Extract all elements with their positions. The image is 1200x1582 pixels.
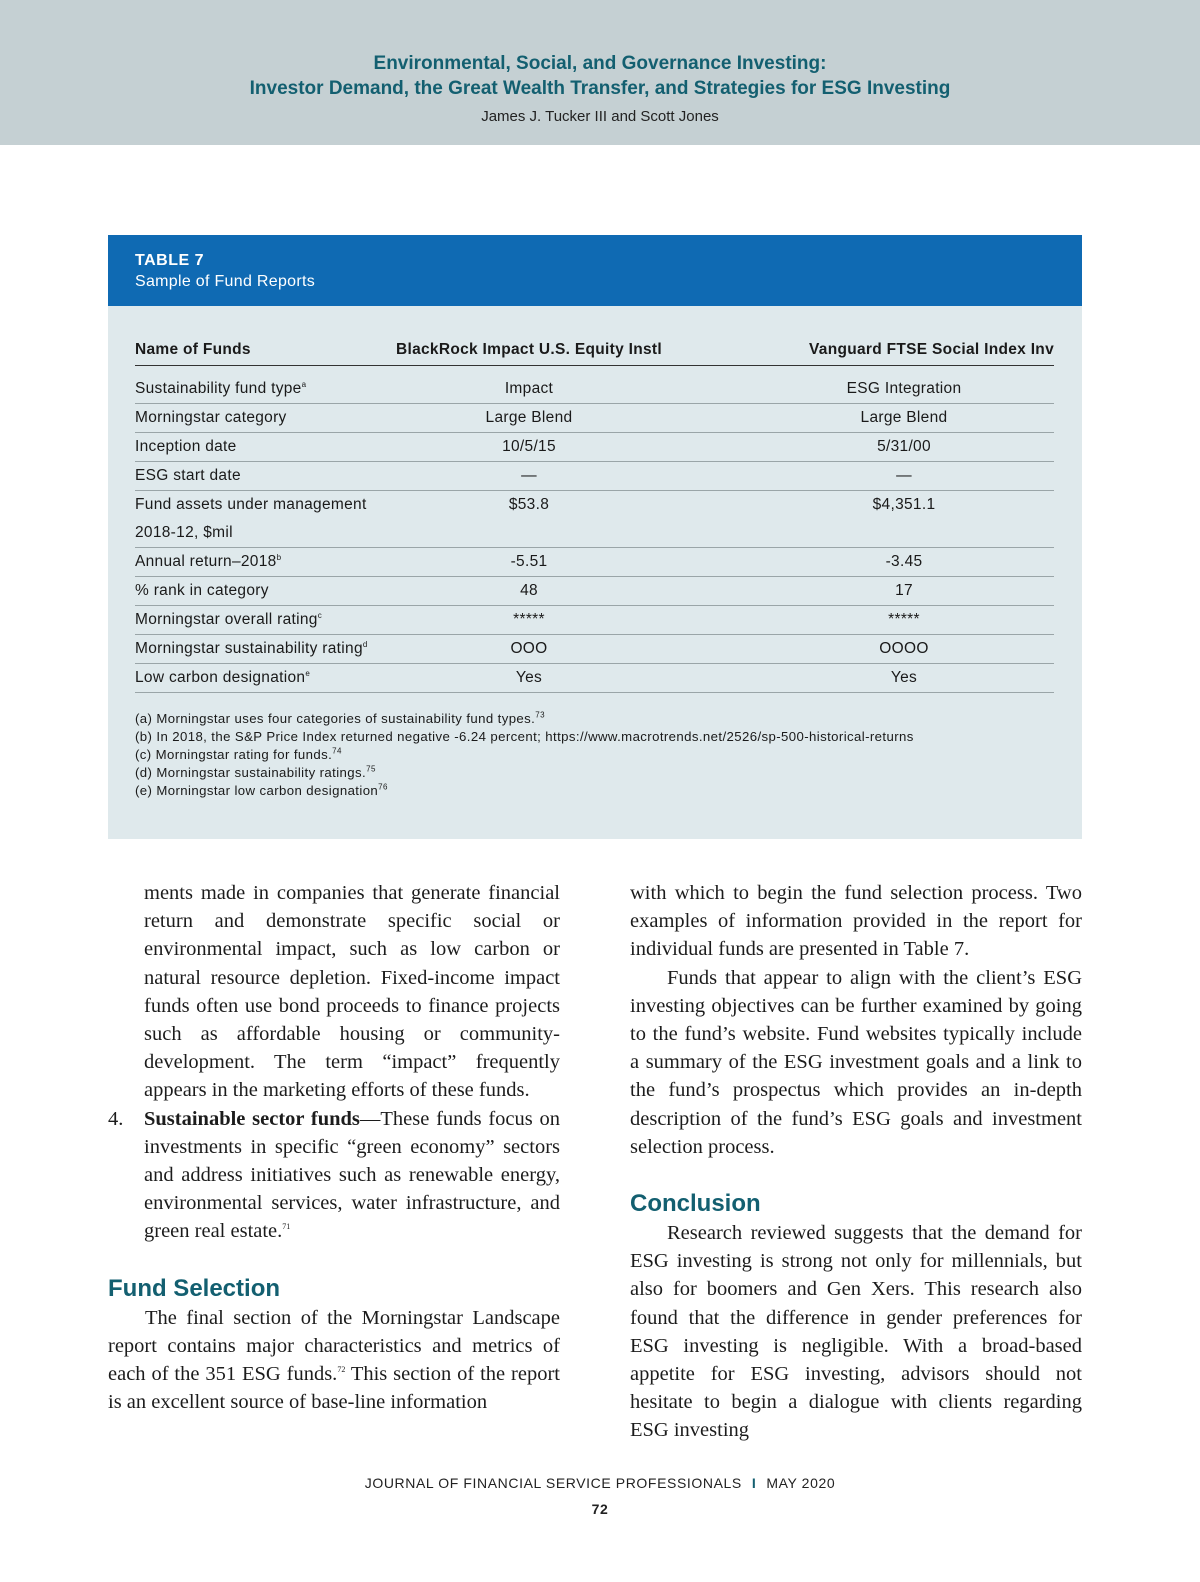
row-label: [135, 375, 384, 404]
row-label: [135, 548, 384, 577]
footnote-ref-72: 72: [337, 1365, 346, 1375]
column-header-name-of-funds: Name of Funds: [135, 335, 384, 366]
footer-separator: I: [751, 1475, 757, 1491]
row-label: [135, 577, 384, 606]
footnote-text: (d) Morningstar sustainability ratings.: [135, 765, 367, 780]
list-item-number: 4.: [108, 1107, 124, 1130]
table-row: [135, 375, 1054, 404]
cell-blackrock: -5.51: [384, 548, 674, 577]
table-row: [135, 635, 1054, 664]
row-label: [135, 491, 384, 520]
cell-vanguard: $4,351.1: [872, 496, 936, 513]
body-right-column: [630, 879, 1082, 1445]
cell-blackrock: 48: [384, 577, 674, 606]
cell-vanguard: [674, 519, 1054, 548]
paragraph-conclusion: Research reviewed suggests that the demand for ESG investing is strong not only for millennials, but also for boomers and Gen Xers. This research also found that the difference in gender preferences for ESG investing is negligible. With a broad-based appetite for ESG investing, advisors should not hesitate to begin a dialogue with clients regarding ESG investing: [630, 1222, 1082, 1442]
footnote-marker: b: [276, 552, 282, 562]
row-label: [135, 462, 384, 491]
table-footnote: [135, 764, 914, 782]
paragraph-fund-selection-continued: with which to begin the fund selection process. Two examples of information provided in the report for individual funds are presented in Table 7.: [630, 882, 1082, 961]
footnote-text: (e) Morningstar low carbon designation: [135, 783, 379, 798]
issue-date: MAY 2020: [766, 1475, 836, 1491]
cell-blackrock: —: [384, 462, 674, 491]
footnote-marker: e: [305, 668, 311, 678]
footnote-ref: 73: [535, 710, 545, 720]
cell-blackrock: [384, 519, 674, 548]
journal-name: JOURNAL OF FINANCIAL SERVICE PROFESSIONALS: [364, 1475, 742, 1491]
heading-conclusion: Conclusion: [630, 1190, 761, 1218]
paragraph-impact-funds-continued: [108, 879, 560, 1105]
paragraph-fund-selection: [108, 1304, 560, 1417]
row-label-text: Annual return–2018: [135, 553, 277, 570]
row-label-text: Low carbon designation: [135, 669, 306, 686]
table-footnote: [135, 710, 914, 728]
row-label-text: Fund assets under management: [135, 496, 367, 513]
footnote-ref-71: 71: [282, 1222, 291, 1232]
paragraph-text: ments made in companies that generate financial return and demonstrate specific social or environmental impact, such as low carbon or natural resource depletion. Fixed-income impact funds often use bond proceeds to finance projects such as affordable housing or community-development. The term “impact” frequently appears in the marketing efforts of these funds.: [144, 882, 560, 1102]
list-item-text: —These funds focus on investments in specific “green economy” sectors and address initiatives such as renewable energy, environmental services, water infrastructure, and green real estate.: [144, 1107, 561, 1243]
row-label: [135, 433, 384, 462]
table-footnotes: [135, 710, 914, 800]
cell-vanguard: Yes: [674, 664, 1054, 693]
row-label-text: Morningstar sustainability rating: [135, 640, 363, 657]
row-label-text: Morningstar overall rating: [135, 611, 318, 628]
table-row: [135, 606, 1054, 635]
column-header-vanguard: Vanguard FTSE Social Index Inv: [674, 335, 1054, 366]
cell-blackrock: Impact: [384, 375, 674, 404]
paragraph-fund-websites: Funds that appear to align with the client’s ESG investing objectives can be further examined by going to the fund’s website. Fund websites typically include a summary of the ESG investment goals and a link to the fund’s prospectus which provides an in-depth description of the fund’s ESG goals and investment selection process.: [630, 966, 1082, 1158]
footnote-marker: c: [317, 610, 322, 620]
page-number: 72: [591, 1501, 609, 1517]
table-row: [135, 462, 1054, 491]
table-row: [135, 433, 1054, 462]
row-label: [135, 404, 384, 433]
row-label: [135, 635, 384, 664]
table-header-row: [135, 335, 1054, 366]
row-label: [135, 664, 384, 693]
cell-vanguard: *****: [674, 606, 1054, 635]
cell-vanguard: ESG Integration: [674, 375, 1054, 404]
footnote-ref: 75: [366, 764, 376, 774]
article-authors: James J. Tucker III and Scott Jones: [481, 108, 719, 125]
cell-blackrock: Yes: [384, 664, 674, 693]
footnote-ref: 74: [332, 746, 342, 756]
table-row: [135, 664, 1054, 693]
table-row: [135, 519, 1054, 548]
table-caption: Sample of Fund Reports: [135, 273, 316, 290]
table-body: [135, 366, 1054, 693]
cell-vanguard: 5/31/00: [674, 433, 1054, 462]
footnote-text: (a) Morningstar uses four categories of sustainability fund types.: [135, 711, 536, 726]
footnote-marker: d: [362, 639, 368, 649]
table-header-bar: [108, 235, 1082, 306]
column-header-blackrock: BlackRock Impact U.S. Equity Instl: [384, 335, 674, 366]
footnote-text: (c) Morningstar rating for funds.: [135, 747, 333, 762]
row-label-text: Inception date: [135, 438, 237, 455]
footnote-marker: a: [301, 379, 307, 389]
cell-blackrock: *****: [384, 606, 674, 635]
fund-report-table: [135, 335, 1054, 693]
row-label-text: Morningstar category: [135, 409, 287, 426]
cell-blackrock: Large Blend: [384, 404, 674, 433]
cell-vanguard: OOOO: [674, 635, 1054, 664]
row-label-text: Sustainability fund type: [135, 380, 302, 397]
row-label: [135, 606, 384, 635]
cell-vanguard: 17: [674, 577, 1054, 606]
row-label: [135, 519, 384, 548]
table-row: [135, 548, 1054, 577]
cell-blackrock: OOO: [384, 635, 674, 664]
table-footnote: [135, 782, 914, 800]
table-row: [135, 577, 1054, 606]
footnote-text: (b) In 2018, the S&P Price Index returned negative -6.24 percent; https://www.macrotrends.net/2526/sp-500-historical-returns: [135, 729, 914, 744]
cell-vanguard: Large Blend: [674, 404, 1054, 433]
cell-vanguard: —: [674, 462, 1054, 491]
cell-blackrock: $53.8: [508, 496, 550, 513]
cell-blackrock: 10/5/15: [384, 433, 674, 462]
table-number: TABLE 7: [135, 252, 204, 269]
cell-vanguard: -3.45: [674, 548, 1054, 577]
table-7-box: [108, 235, 1082, 839]
row-label-text: 2018-12, $mil: [135, 524, 233, 541]
paragraph-text: The final section of the Morningstar Landscape report contains major characteristics and metrics of each of the 351 ESG funds.: [108, 1306, 560, 1386]
article-title-line-2: Investor Demand, the Great Wealth Transfer, and Strategies for ESG Investing: [249, 78, 951, 99]
table-footnote: [135, 746, 914, 764]
row-label-text: ESG start date: [135, 467, 241, 484]
table-footnote: [135, 728, 914, 746]
article-title-line-1: Environmental, Social, and Governance Investing:: [373, 53, 827, 74]
table-row: [135, 491, 1054, 520]
page-header: [0, 0, 1200, 145]
body-left-column: [108, 879, 560, 1416]
paragraph-text: This section of the report is an excellent source of base-line information: [108, 1363, 560, 1414]
footnote-ref: 76: [378, 782, 388, 792]
page-footer: [0, 1475, 1200, 1491]
table-row: [135, 404, 1054, 433]
list-item-4: [108, 1105, 560, 1246]
heading-fund-selection: Fund Selection: [108, 1274, 281, 1302]
row-label-text: % rank in category: [135, 582, 269, 599]
list-item-term: Sustainable sector funds: [144, 1107, 360, 1130]
